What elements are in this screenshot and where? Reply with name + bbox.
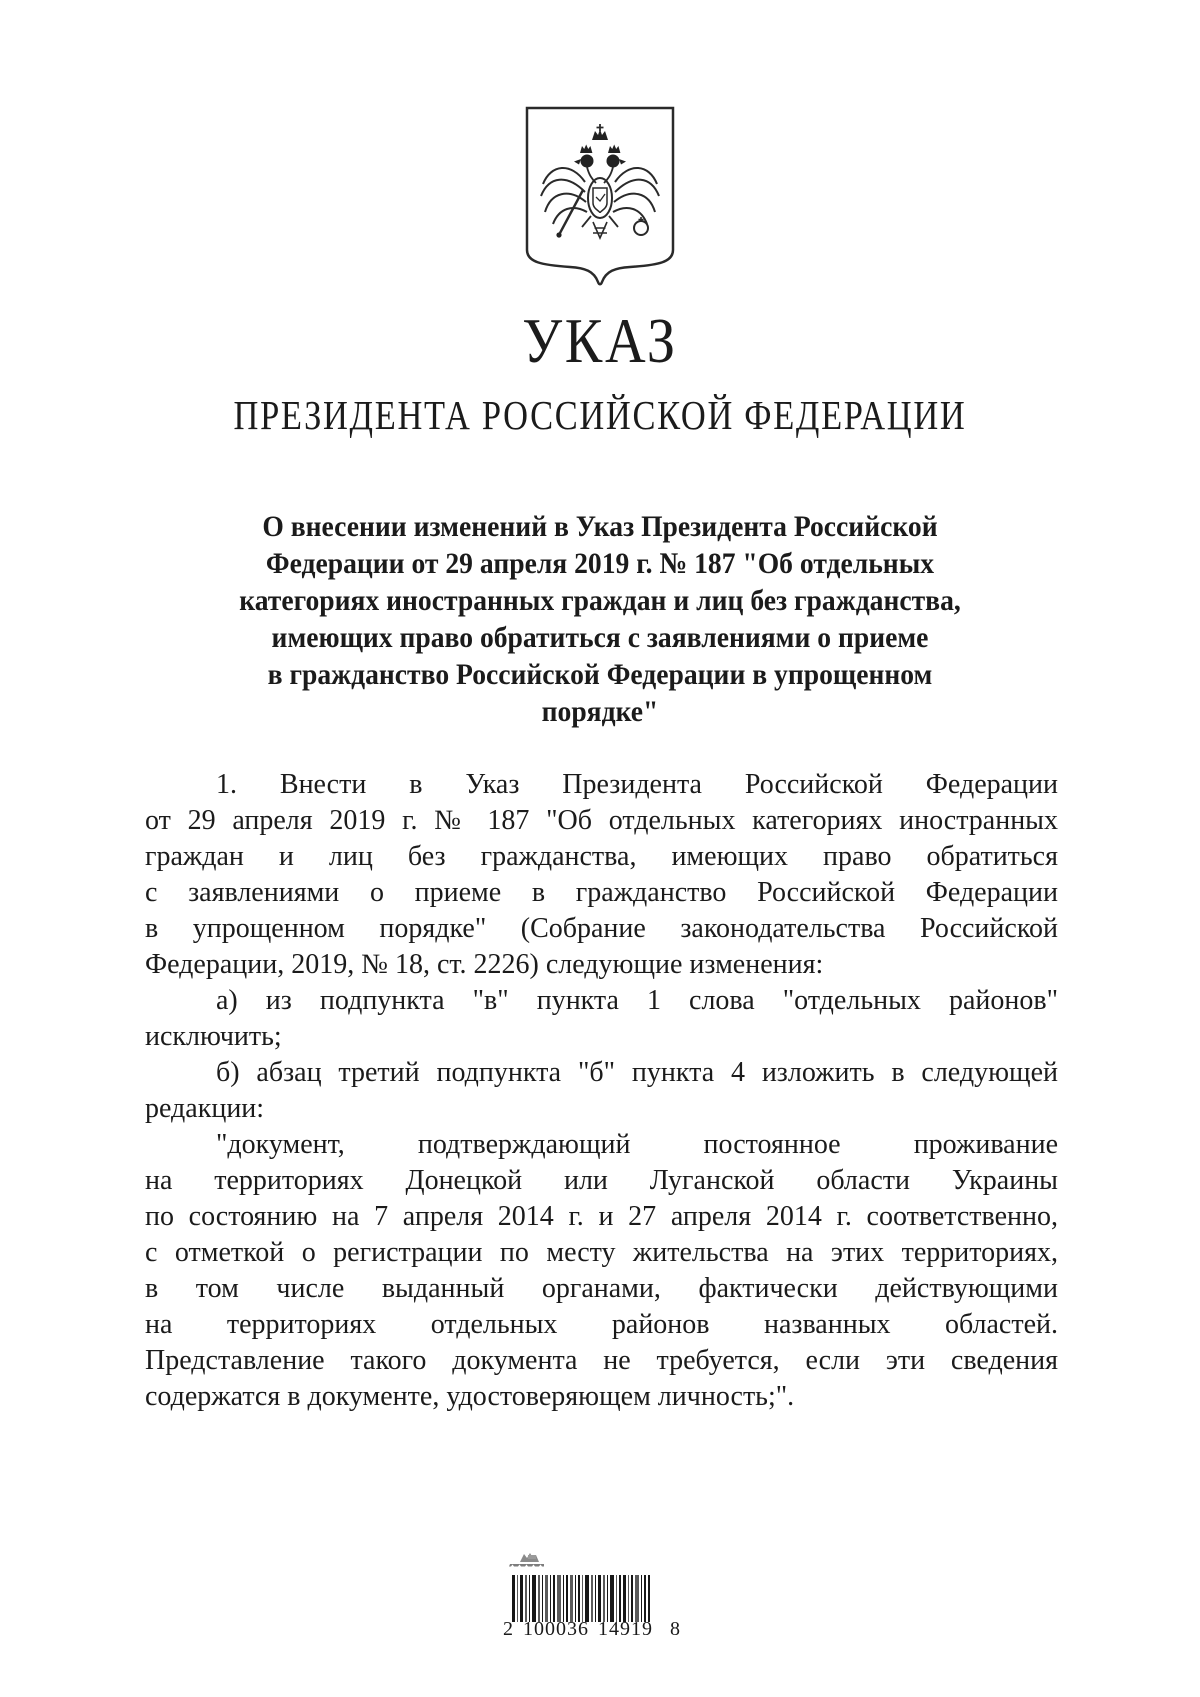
barcode-emblem-icon [507, 1551, 547, 1571]
body-text-line: 1. Внести в Указ Президента Российской Федерации [216, 769, 1058, 800]
barcode-number [503, 1618, 693, 1642]
barcode-bar [553, 1575, 555, 1622]
barcode-bar [542, 1575, 543, 1622]
barcode-bar [603, 1575, 605, 1622]
body-text-line: содержатся в документе, удостоверяющем личность;". [145, 1381, 795, 1412]
barcode-bar [616, 1575, 617, 1622]
subject-heading-line: в гражданство Российской Федерации в упрощенном [267, 658, 933, 691]
barcode-bar [520, 1575, 523, 1622]
body-text-line: "документ, подтверждающий постоянное проживание [216, 1129, 1058, 1160]
subject-heading-line: О внесении изменений в Указ Президента Российской [262, 510, 938, 543]
subject-heading-line: категориях иностранных граждан и лиц без гражданства, [239, 584, 961, 617]
barcode-bar [641, 1575, 642, 1622]
barcode-bar [525, 1575, 527, 1622]
barcode-bar [517, 1575, 518, 1622]
barcode-bar [575, 1575, 576, 1622]
body-text-line: граждан и лиц без гражданства, имеющих право обратиться [145, 841, 1058, 872]
body-text-line: Представление такого документа не требуется, если эти сведения [145, 1345, 1058, 1376]
barcode-bar [635, 1575, 639, 1622]
barcode-bar [644, 1575, 646, 1622]
body-text-line: с отметкой о регистрации по месту жительства на этих территориях, [145, 1237, 1058, 1268]
barcode-bar [598, 1575, 601, 1622]
barcode-bar [532, 1575, 536, 1622]
barcode-bar [545, 1575, 548, 1622]
document-subject-heading [48, 508, 1152, 730]
body-text-line: Федерации, 2019, № 18, ст. 2226) следующие изменения: [145, 949, 824, 980]
barcode-bar [631, 1575, 633, 1622]
barcode-bar [557, 1575, 561, 1622]
barcode-bar [623, 1575, 626, 1622]
document-body-text [145, 767, 1058, 1415]
document-type-title: УКАЗ [522, 305, 678, 376]
barcode-bars [512, 1575, 650, 1622]
barcode-bar [570, 1575, 573, 1622]
body-text-line: от 29 апреля 2019 г. № 187 "Об отдельных категориях иностранных [145, 805, 1058, 836]
barcode-bar [529, 1575, 530, 1622]
barcode-bar [578, 1575, 580, 1622]
document-issuer-line: ПРЕЗИДЕНТА РОССИЙСКОЙ ФЕДЕРАЦИИ [233, 392, 967, 438]
barcode-digit-group: 100036 [523, 1618, 589, 1640]
barcode-bar [619, 1575, 621, 1622]
barcode-bar [550, 1575, 551, 1622]
barcode-bar [585, 1575, 589, 1622]
russia-coat-of-arms-icon [523, 104, 677, 292]
subject-heading-line: порядке" [541, 695, 659, 728]
barcode-bar [595, 1575, 596, 1622]
barcode-bar [538, 1575, 540, 1622]
body-text-line: по состоянию на 7 апреля 2014 г. и 27 апреля 2014 г. соответственно, [145, 1201, 1058, 1232]
body-text-line: исключить; [145, 1021, 282, 1052]
body-text-line: б) абзац третий подпункта "б" пункта 4 изложить в следующей [216, 1057, 1058, 1088]
barcode-digit-group: 8 [670, 1618, 681, 1640]
barcode-bar [648, 1575, 650, 1622]
barcode-bar [607, 1575, 608, 1622]
barcode-bar [628, 1575, 629, 1622]
barcode-bar [512, 1575, 515, 1622]
barcode-bar [591, 1575, 593, 1622]
barcode-digit-group: 14919 [598, 1618, 653, 1640]
body-text-line: в том числе выданный органами, фактически действующими [145, 1273, 1058, 1304]
body-text-line: на территориях отдельных районов названных областей. [145, 1309, 1058, 1340]
body-text-line: редакции: [145, 1093, 265, 1124]
barcode-digit-group: 2 [503, 1618, 514, 1640]
body-text-line: а) из подпункта "в" пункта 1 слова "отдельных районов" [216, 985, 1058, 1016]
body-text-line: на территориях Донецкой или Луганской области Украины [145, 1165, 1058, 1196]
barcode-bar [563, 1575, 564, 1622]
subject-heading-line: имеющих право обратиться с заявлениями о приеме [271, 621, 929, 654]
subject-heading-line: Федерации от 29 апреля 2019 г. № 187 "Об отдельных [265, 547, 935, 580]
barcode-bar [566, 1575, 568, 1622]
body-text-line: в упрощенном порядке" (Собрание законодательства Российской [145, 913, 1058, 944]
barcode-bar [610, 1575, 614, 1622]
body-text-line: с заявлениями о приеме в гражданство Российской Федерации [145, 877, 1058, 908]
barcode-bar [582, 1575, 583, 1622]
